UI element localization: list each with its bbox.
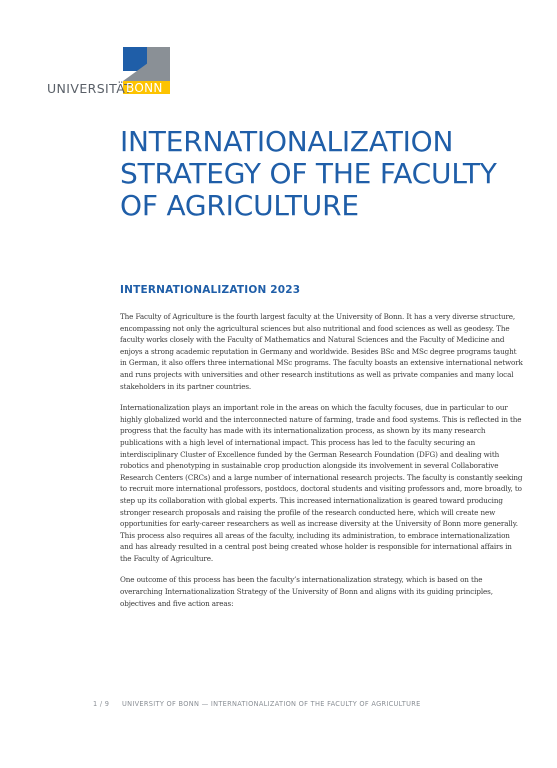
body-text: [120, 311, 525, 619]
page-footer: [93, 700, 421, 708]
logo-university-text: UNIVERSITÄT: [47, 81, 133, 96]
footer-text: UNIVERSITY OF BONN — INTERNATIONALIZATION OF THE FACULTY OF AGRICULTURE: [122, 700, 421, 708]
logo-city-text: BONN: [126, 81, 163, 95]
document-title: INTERNATIONALIZATION STRATEGY OF THE FACULTY OF AGRICULTURE: [120, 125, 497, 222]
paragraph: One outcome of this process has been the faculty’s internationalization strategy, which is based on the overarching Internationalization Strategy of the University of Bonn and aligns with its guiding principles, objectives and five action areas:: [120, 575, 493, 608]
section-heading: INTERNATIONALIZATION 2023: [120, 284, 301, 296]
logo-grey-shape: [123, 47, 170, 81]
page-number: 1 / 9: [93, 700, 110, 708]
paragraph: Internationalization plays an important role in the areas on which the faculty focuses, due in particular to our highly globalized world and the interconnected nature of farming, trade and food systems. This is reflected in the progress that the faculty has made with its internationalization process, as shown by its many research publications with a high level of international impact. This process has led to the faculty securing an interdisciplinary Cluster of Excellence funded by the German Research Foundation (DFG) and dealing with robotics and phenotyping in sustainable crop production alongside its involvement in several Collaborative Research Centers (CRCs) and a large number of international research projects. The faculty is constantly seeking to recruit more international professors, postdocs, doctoral students and visiting professors and, more broadly, to step up its collaboration with global experts. This increased internationalization is geared toward producing stronger research proposals and raising the profile of the research conducted here, which will create new opportunities for early-career researchers as well as increase diversity at the University of Bonn more generally. This process also requires all areas of the faculty, including its administration, to embrace internationalization and has already resulted in a central post being created whose holder is responsible for international affairs in the Faculty of Agriculture.: [120, 403, 523, 563]
university-logo: [47, 47, 177, 99]
paragraph: The Faculty of Agriculture is the fourth largest faculty at the University of Bonn. It has a very diverse structure, encompassing not only the agricultural sciences but also nutritional and food sciences as well as geodesy. The faculty works closely with the Faculty of Mathematics and Natural Sciences and the Faculty of Medicine and enjoys a strong academic reputation in Germany and worldwide. Besides BSc and MSc degree programs taught in German, it also offers three international MSc programs. The faculty boasts an extensive international network and runs projects with universities and other research institutions as well as private companies and many local stakeholders in its partner countries.: [120, 312, 523, 391]
